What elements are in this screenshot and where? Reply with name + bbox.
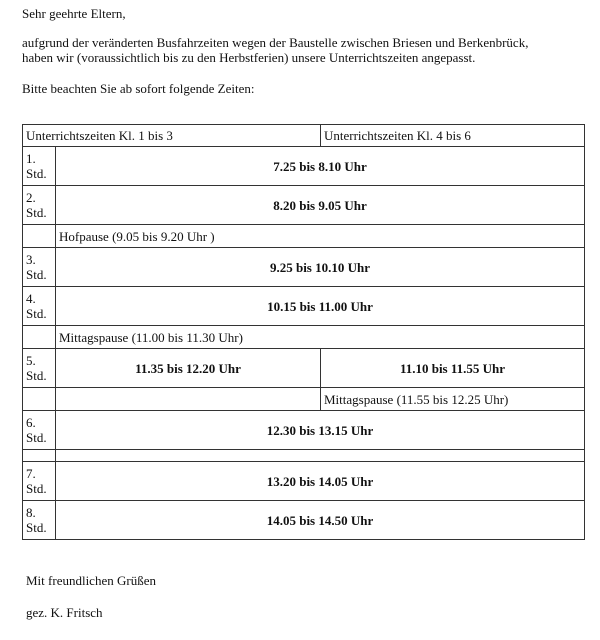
intro-line-2: haben wir (voraussichtlich bis zu den Herbstferien) unsere Unterrichtszeiten angepasst. — [22, 50, 476, 65]
period-label: 1. Std. — [23, 147, 56, 186]
period-label: 8. Std. — [23, 501, 56, 540]
closing: Mit freundlichen Grüßen — [26, 573, 156, 588]
period-time: 7.25 bis 8.10 Uhr — [56, 147, 585, 186]
break-row — [23, 225, 585, 248]
period-label: 3. Std. — [23, 248, 56, 287]
period-label: 5. Std. — [23, 349, 56, 388]
break-mittagspause-grades-4-6: Mittagspause (11.55 bis 12.25 Uhr) — [321, 388, 585, 411]
table-row — [23, 186, 585, 225]
table-row — [23, 411, 585, 450]
table-row — [23, 147, 585, 186]
table-row — [23, 349, 585, 388]
period-time-grades-4-6: 11.10 bis 11.55 Uhr — [321, 349, 585, 388]
break-row — [23, 388, 585, 411]
period-time: 8.20 bis 9.05 Uhr — [56, 186, 585, 225]
table-row — [23, 287, 585, 326]
period-time: 12.30 bis 13.15 Uhr — [56, 411, 585, 450]
table-row — [23, 248, 585, 287]
period-label: 7. Std. — [23, 462, 56, 501]
break-hofpause: Hofpause (9.05 bis 9.20 Uhr ) — [56, 225, 585, 248]
header-grades-4-6: Unterrichtszeiten Kl. 4 bis 6 — [321, 125, 585, 147]
intro-line-1: aufgrund der veränderten Busfahrzeiten wegen der Baustelle zwischen Briesen und Berkenbrück, — [22, 35, 529, 50]
salutation: Sehr geehrte Eltern, — [22, 6, 126, 21]
header-grades-1-3: Unterrichtszeiten Kl. 1 bis 3 — [23, 125, 321, 147]
break-mittagspause: Mittagspause (11.00 bis 11.30 Uhr) — [56, 326, 585, 349]
notice-text: Bitte beachten Sie ab sofort folgende Zeiten: — [22, 81, 255, 96]
signature: gez. K. Fritsch — [26, 605, 103, 620]
period-label: 4. Std. — [23, 287, 56, 326]
period-label: 2. Std. — [23, 186, 56, 225]
table-header-row — [23, 125, 585, 147]
period-time-grades-1-3: 11.35 bis 12.20 Uhr — [56, 349, 321, 388]
period-time: 14.05 bis 14.50 Uhr — [56, 501, 585, 540]
period-label: 6. Std. — [23, 411, 56, 450]
spacer-row — [23, 450, 585, 462]
table-row — [23, 501, 585, 540]
period-time: 10.15 bis 11.00 Uhr — [56, 287, 585, 326]
break-row — [23, 326, 585, 349]
table-row — [23, 462, 585, 501]
schedule-table — [22, 124, 585, 540]
period-time: 13.20 bis 14.05 Uhr — [56, 462, 585, 501]
period-time: 9.25 bis 10.10 Uhr — [56, 248, 585, 287]
